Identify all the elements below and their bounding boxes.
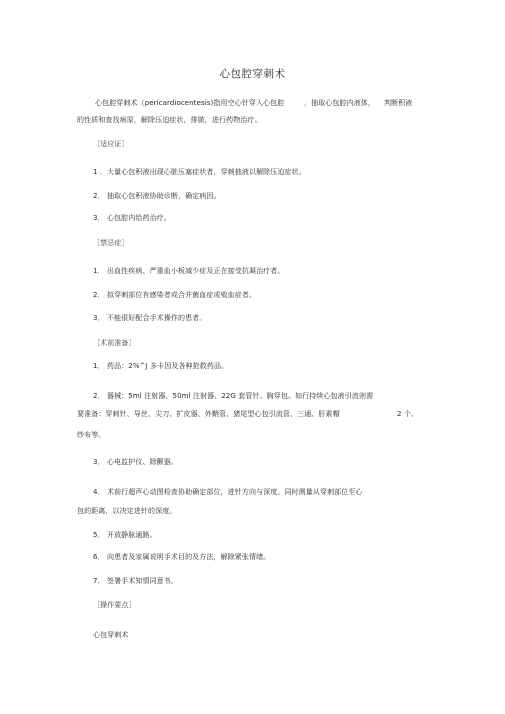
indications-heading: ［适应证］: [93, 140, 129, 148]
intro-line-1c: 判断积液: [384, 99, 413, 107]
preparation-item-3: 3． 心电监护仪、除颤器。: [93, 458, 178, 466]
procedure-subheading: 心包穿刺术: [93, 631, 129, 639]
contraindication-item-3: 3． 不能很好配合手术操作的患者。: [93, 314, 207, 322]
preparation-item-4-line-2: 包的距离，以决定进针的深度。: [77, 507, 177, 515]
intro-line-1a: 心包腔穿刺术（pericardiocentesis)指用空心针穿入心包腔: [95, 99, 285, 107]
contraindication-item-2: 2． 拟穿刺部位有感染者或合并菌血症或败血症者。: [93, 291, 257, 299]
intro-line-1b: ，抽取心包腔内液体，: [304, 99, 375, 107]
preparation-item-2-line-3: 纱布等。: [77, 431, 106, 439]
preparation-item-7: 7． 签署手术知情同意书。: [93, 577, 178, 585]
preparation-heading: ［术前准备］: [93, 339, 136, 347]
intro-line-2: 的性质和查找病原，解除压迫症状，排脓，进行药物治疗。: [77, 116, 262, 124]
indication-item-1: 1 ．大量心包积液出现心脏压塞症状者，穿刺抽液以解除压迫症状。: [93, 168, 306, 176]
preparation-item-1: 1． 药品：2%^J 多卡因及各种抢救药品。: [93, 362, 229, 370]
contraindication-item-1: 1． 出血性疾病、严重血小板减少症及正在接受抗凝治疗者。: [93, 267, 285, 275]
preparation-item-2-line-2a: 要准备：穿刺针、导丝、尖刀、扩皮器、外鞘管、猪尾型心包引流管、三通、肝素帽: [77, 410, 340, 418]
page-title: 心包腔穿刺术: [219, 68, 286, 80]
procedure-heading: ［操作要点］: [93, 601, 136, 609]
preparation-item-6: 6． 向患者及家属说明手术目的及方法，解除紧张情绪。: [93, 553, 271, 561]
preparation-item-5: 5． 开放静脉通路。: [93, 531, 157, 539]
indication-item-3: 3． 心包腔内给药治疗。: [93, 214, 171, 222]
contraindications-heading: ［禁忌症］: [93, 239, 129, 247]
preparation-item-2-line-2b: 2 个、: [397, 410, 419, 418]
indication-item-2: 2． 抽取心包积液协助诊断，确定病因。: [93, 192, 221, 200]
preparation-item-2-line-1: 2． 器械：5ml 注射器、50ml 注射器、22G 套管针、胸穿包。如行持续心包液引流则需: [93, 392, 374, 400]
preparation-item-4-line-1: 4． 术前行超声心动图检查协助确定部位，进针方向与深度。同时测量从穿刺部位至心: [93, 488, 363, 496]
